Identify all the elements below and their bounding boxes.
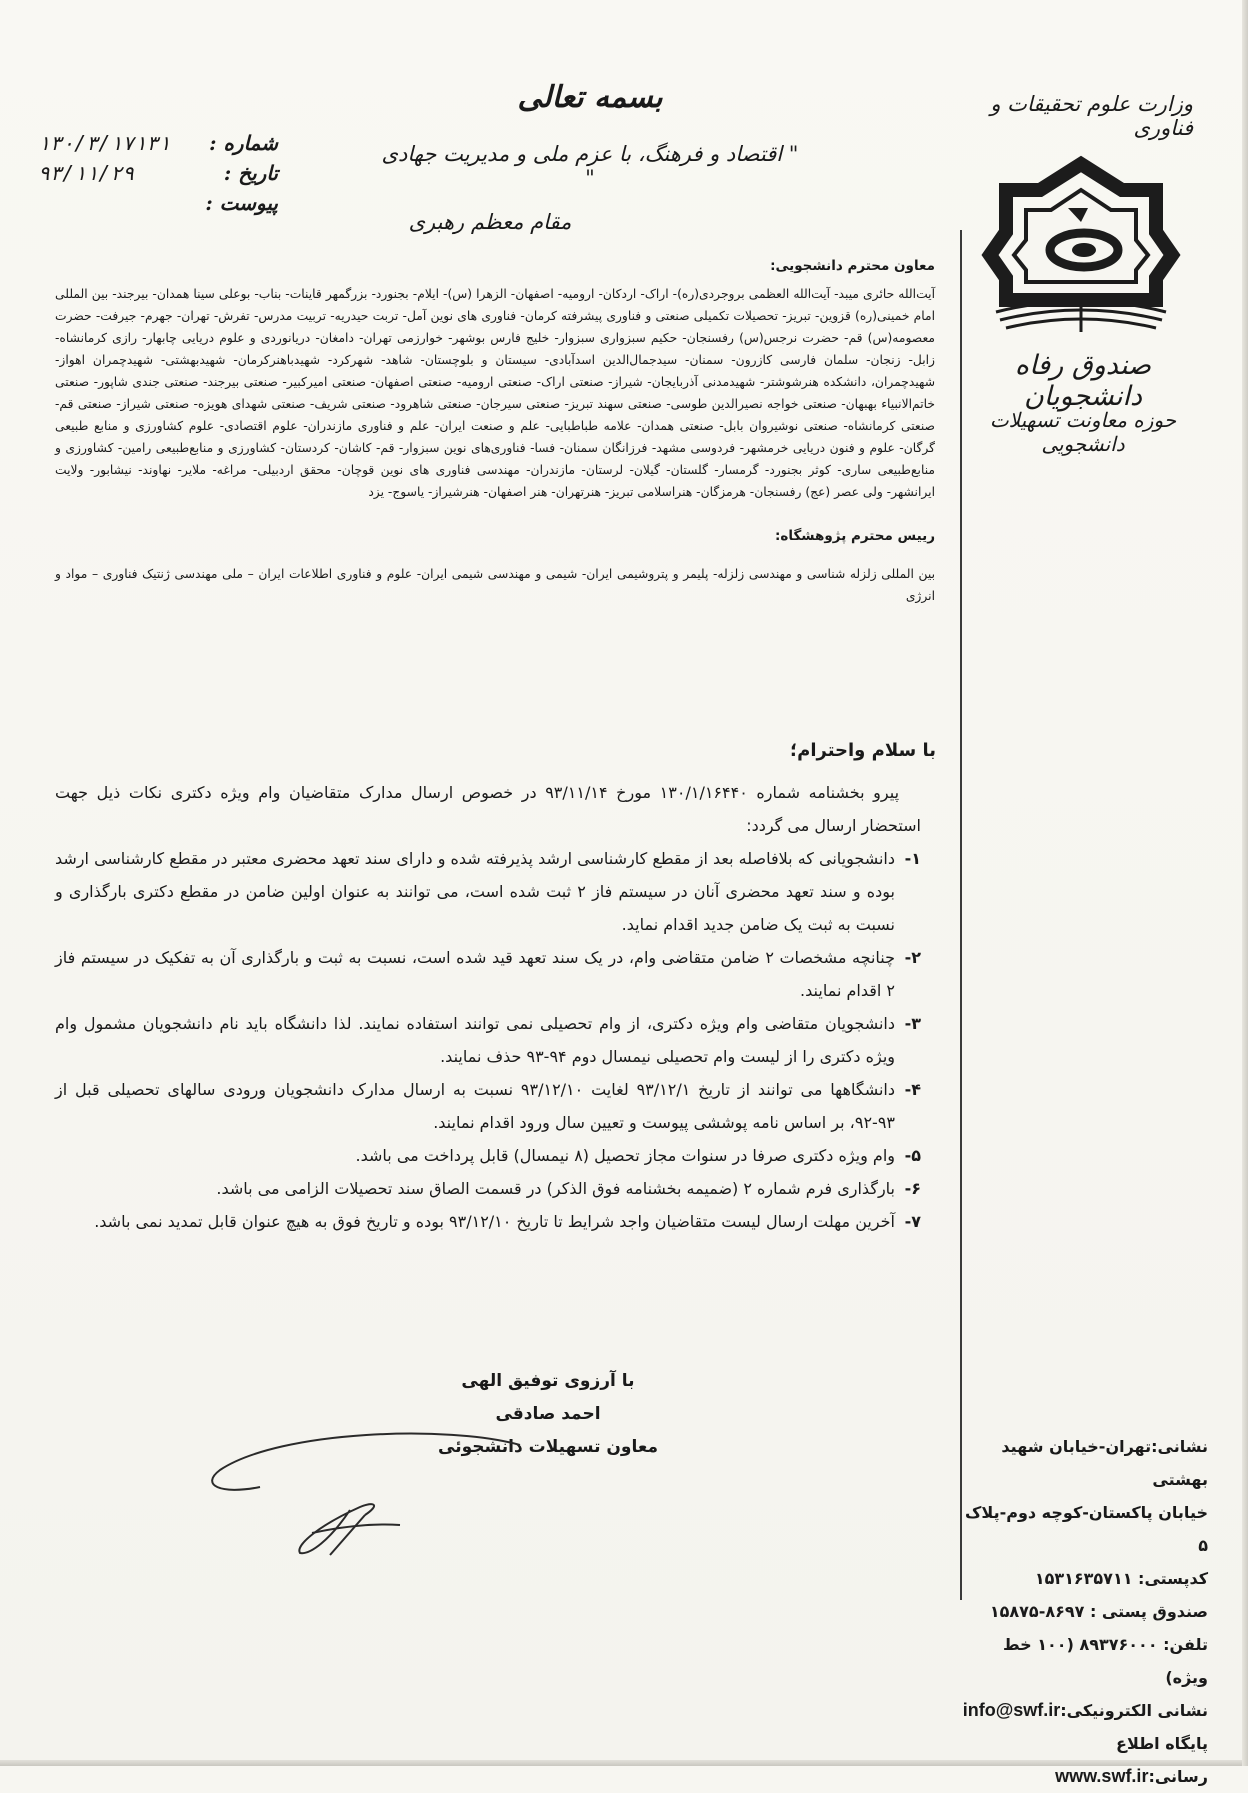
list-item [55, 941, 921, 1007]
date-label: تاریخ : [223, 161, 278, 185]
greeting: با سلام واحترام؛ [789, 740, 936, 761]
recipients-heading-deputy: معاون محترم دانشجویی: [770, 258, 935, 274]
date-value: ۹۳/۱۱/۲۹ [38, 161, 135, 185]
item-number: ۷- [904, 1212, 921, 1231]
item-number: ۲- [904, 948, 921, 967]
item-text: وام ویژه دکتری صرفا در سنوات مجاز تحصیل (۸ نیمسال) قابل پرداخت می باشد. [355, 1146, 895, 1165]
fund-logo-icon [976, 150, 1186, 340]
recipients-block [55, 255, 935, 607]
number-row [38, 128, 278, 158]
list-item [55, 1007, 921, 1073]
recipients-heading-institute: رییس محترم پژوهشگاه: [775, 528, 935, 544]
recipients-list-institutes: بین المللی زلزله شناسی و مهندسی زلزله- پلیمر و پتروشیمی ایران- شیمی و مهندسی شیمی ایران- علوم و فناوری اطلاعات ایران – ملی مهندسی ژنتیک فناوری – مواد و انرژی [55, 567, 935, 603]
list-item [55, 1172, 921, 1205]
motto: " اقتصاد و فرهنگ، با عزم ملی و مدیریت جهادی " [381, 142, 799, 190]
email-link[interactable]: info@swf.ir [962, 1700, 1061, 1720]
item-text: چنانچه مشخصات ۲ ضامن متقاضی وام، در یک سند تعهد قید شده است، نسبت به ثبت و بارگذاری آن به تفکیک در سیستم فاز ۲ اقدام نمایند. [55, 948, 895, 1000]
item-text: دانشجویان متقاضی وام ویژه دکتری، از وام تحصیلی نمی توانند استفاده نمایند. لذا دانشگاه باید نام دانشجویان مشمول وام ویژه دکتری را از لیست وام تحصیلی نیمسال دوم ۹۴-۹۳ حذف نمایند. [55, 1014, 895, 1066]
number-label: شماره : [209, 131, 278, 155]
letter-meta [38, 128, 278, 218]
item-text: دانشجویانی که بلافاصله بعد از مقطع کارشناسی ارشد پذیرفته شده و دارای سند تعهد محضری معتبر در مقطع کارشناسی ارشد بوده و سند تعهد محضری آنان در سیستم فاز ۲ ثبت شده است، می توانند به عنوان اولین ضامن در مقطع دکتری بارگذاری و نسبت به ثبت یک ضامن جدید اقدام نماید. [55, 849, 895, 934]
item-text: دانشگاهها می توانند از تاریخ ۹۳/۱۲/۱ لغایت ۹۳/۱۲/۱۰ نسبت به ارسال مدارک دانشجویان ورودی سالهای تحصیلی قبل از ۹۳-۹۲، بر اساس نامه پوششی پیوست و تعیین سال ورود اقدام نمایند. [55, 1080, 895, 1132]
item-text: آخرین مهلت ارسال لیست متقاضیان واجد شرایط تا تاریخ ۹۳/۱۲/۱۰ بوده و تاریخ فوق به هیچ عنوان قابل تمدید نمی باشد. [94, 1212, 895, 1231]
item-number: ۵- [904, 1146, 921, 1165]
letter-body [55, 770, 921, 1238]
attachment-label: پیوست : [205, 191, 278, 215]
date-row [38, 158, 278, 188]
postal-code: کدپستی: ۱۵۳۱۶۳۵۷۱۱ [1034, 1569, 1208, 1588]
letter-items [55, 842, 921, 1238]
list-item [55, 842, 921, 941]
contact-block [958, 1430, 1208, 1793]
bismillah: بسمه تعالی [517, 80, 663, 115]
signer-name: احمد صادقی [495, 1404, 601, 1424]
column-divider [960, 230, 962, 1600]
recipients-list-universities: آیت‌الله حائری میبد- آیت‌الله العظمی بروجردی(ره)- اراک- اردکان- ارومیه- اصفهان- الزهرا (س)- ایلام- بجنورد- بزرگمهر قاینات- بناب- بوعلی سینا همدان- بیرجند- بین المللی امام خمینی(ره) قزوین- تبریز- تحصیلات تکمیلی صنعتی و فناوری پیشرفته کرمان- فناوری های نوین آمل- تربت حیدریه- تربیت مدرس- تفرش- تهران- جهرم- جیرفت- حضرت معصومه(س) قم- حضرت نرجس(س) رفسنجان- حکیم سبزواری سبزوار- خلیج فارس بوشهر- خوارزمی تهران- دامغان- دریانوردی و علوم دریایی چابهار- رازی کرمانشاه- زابل- زنجان- سلمان فارسی کازرون- سمنان- سیدجمال‌الدین اسدآبادی- سیستان و بلوچستان- شاهد- شهرکرد- شهیدباهنرکرمان- شهیدبهشتی- شهیدچمران اهواز- شهیدچمران، دانشکده هنرشوشتر- شهیدمدنی آذربایجان- شیراز- صنعتی اراک- صنعتی ارومیه- صنعتی اصفهان- صنعتی امیرکبیر- صنعتی بیرجند- صنعتی جندی شاپور- صنعتی خاتم‌الانبیاء بهبهان- صنعتی خواجه نصیرالدین طوسی- صنعتی سهند تبریز- صنعتی سیرجان- صنعتی شاهرود- صنعتی شریف- صنعتی شهدای هویزه- صنعتی شیراز- صنعتی قم- صنعتی کرمانشاه- صنعتی نوشیروان بابل- صنعتی همدان- علامه طباطبایی- علم و صنعت ایران- علم و فناوری مازندران- علوم اقتصادی- علوم کشاورزی و منابع طبیعی گرگان- علوم و فنون دریایی خرمشهر- فردوسی مشهد- فرزانگان سمنان- فسا- فناوری‌های نوین سبزوار- قم- کاشان- کردستان- کشاورزی و منابع‌طبیعی رامین- کشاورزی و منابع‌طبیعی ساری- کوثر بجنورد- گرمسار- گلستان- گیلان- لرستان- مازندران- مهندسی فناوری های نوین قوچان- محقق اردبیلی- مراغه- ملایر- نهاوند- نیشابور- ولایت ایرانشهر- ولی عصر (عج) رفسنجان- هرمزگان- هنراسلامی تبریز- هنرتهران- هنر اصفهان- هنرشیراز- یاسوج- یزد [55, 287, 935, 499]
list-item [55, 1073, 921, 1139]
po-box: صندوق پستی : ۸۶۹۷-۱۵۸۷۵ [989, 1602, 1208, 1621]
address-line-2: خیابان پاکستان-کوچه دوم-پلاک ۵ [965, 1503, 1208, 1555]
signer-title: معاون تسهیلات دانشجوئی [438, 1437, 658, 1457]
handwritten-signature-icon [200, 1415, 530, 1565]
item-number: ۶- [904, 1179, 921, 1198]
email-label: نشانی الکترونیکی: [1060, 1701, 1208, 1720]
letter-intro: پیرو بخشنامه شماره ۱۳۰/۱/۱۶۴۴۰ مورخ ۹۳/۱۱/۱۴ در خصوص ارسال مدارک متقاضیان وام ویژه دکتری نکات ذیل جهت استحضار ارسال می گردد: [55, 783, 921, 835]
item-number: ۴- [904, 1080, 921, 1099]
phone: تلفن: ۸۹۳۷۶۰۰۰ (۱۰۰ خط ویژه) [1003, 1635, 1208, 1687]
address-line-1: نشانی:تهران-خیابان شهید بهشتی [1001, 1437, 1208, 1489]
item-text: بارگذاری فرم شماره ۲ (ضمیمه بخشنامه فوق الذکر) در قسمت الصاق سند تحصیلات الزامی می باشد. [216, 1179, 895, 1198]
email-row [958, 1694, 1208, 1727]
attachment-row [38, 188, 278, 218]
list-item [55, 1139, 921, 1172]
website-label: پایگاه اطلاع رسانی: [1116, 1734, 1208, 1786]
closing-wish: با آرزوی توفیق الهی [461, 1371, 635, 1391]
number-value: ۱۳۰/۳/۱۷۱۳۱ [38, 131, 171, 155]
item-number: ۳- [904, 1014, 921, 1033]
fund-department: حوزه معاونت تسهیلات دانشجویی [989, 408, 1177, 456]
fund-name: صندوق رفاه دانشجویان [1014, 350, 1152, 412]
page-edge [0, 1760, 1248, 1766]
list-item [55, 1205, 921, 1238]
ministry-name: وزارت علوم تحقیقات و فناوری [990, 92, 1193, 140]
item-number: ۱- [904, 849, 921, 868]
website-link[interactable]: www.swf.ir [1055, 1766, 1149, 1786]
motto-source: مقام معظم رهبری [408, 210, 572, 234]
